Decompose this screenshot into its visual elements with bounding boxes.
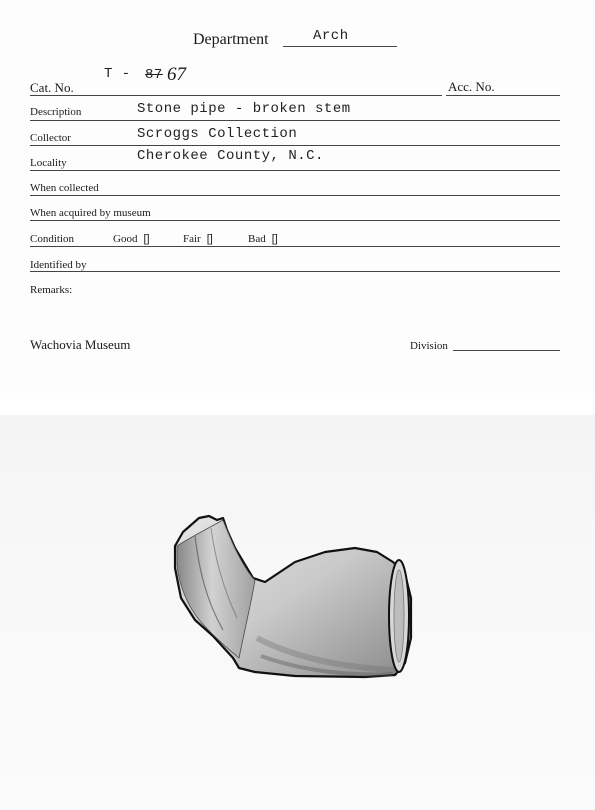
when-collected-label: When collected [30,182,99,194]
condition-bad [248,233,278,245]
stone-pipe-sketch-icon [165,508,415,683]
cat-no-struck: 87 [145,67,163,83]
museum-name: Wachovia Museum [30,337,131,352]
description-rule [30,120,560,121]
department-rule [283,46,397,47]
when-acquired-label: When acquired by museum [30,207,151,219]
remarks-label: Remarks: [30,284,73,296]
condition-fair [183,233,213,245]
when-acquired-rule [30,220,560,221]
collector-rule [30,145,560,146]
acc-no-rule [446,95,560,96]
condition-good [113,233,150,245]
card-separator [0,393,595,415]
identified-by-label: Identified by [30,259,87,271]
locality-label: Locality [30,157,67,169]
good-checkbox: [] [143,233,150,245]
bad-label: Bad [248,233,266,245]
cat-no-handwritten: 67 [167,64,186,85]
locality-value: Cherokee County, N.C. [137,148,324,164]
acc-no-label: Acc. No. [448,79,495,94]
division-rule [453,350,560,351]
collector-value: Scroggs Collection [137,126,298,142]
good-label: Good [113,233,138,245]
condition-rule [30,246,560,247]
cat-no-rule [30,95,442,96]
division-label: Division [410,340,448,352]
department-label: Department [193,31,269,48]
description-label: Description [30,106,82,118]
collector-label: Collector [30,132,71,144]
pipe-stem [177,520,255,658]
catalog-card-front [0,0,595,393]
when-collected-rule [30,195,560,196]
bad-checkbox: [] [271,233,278,245]
locality-rule [30,170,560,171]
cat-no-label: Cat. No. [30,80,74,95]
department-value: Arch [313,28,349,44]
condition-label: Condition [30,233,75,245]
cat-no-prefix: T - [104,66,131,82]
fair-checkbox: [] [206,233,213,245]
description-value: Stone pipe - broken stem [137,101,351,117]
identified-by-rule [30,271,560,272]
fair-label: Fair [183,233,201,245]
